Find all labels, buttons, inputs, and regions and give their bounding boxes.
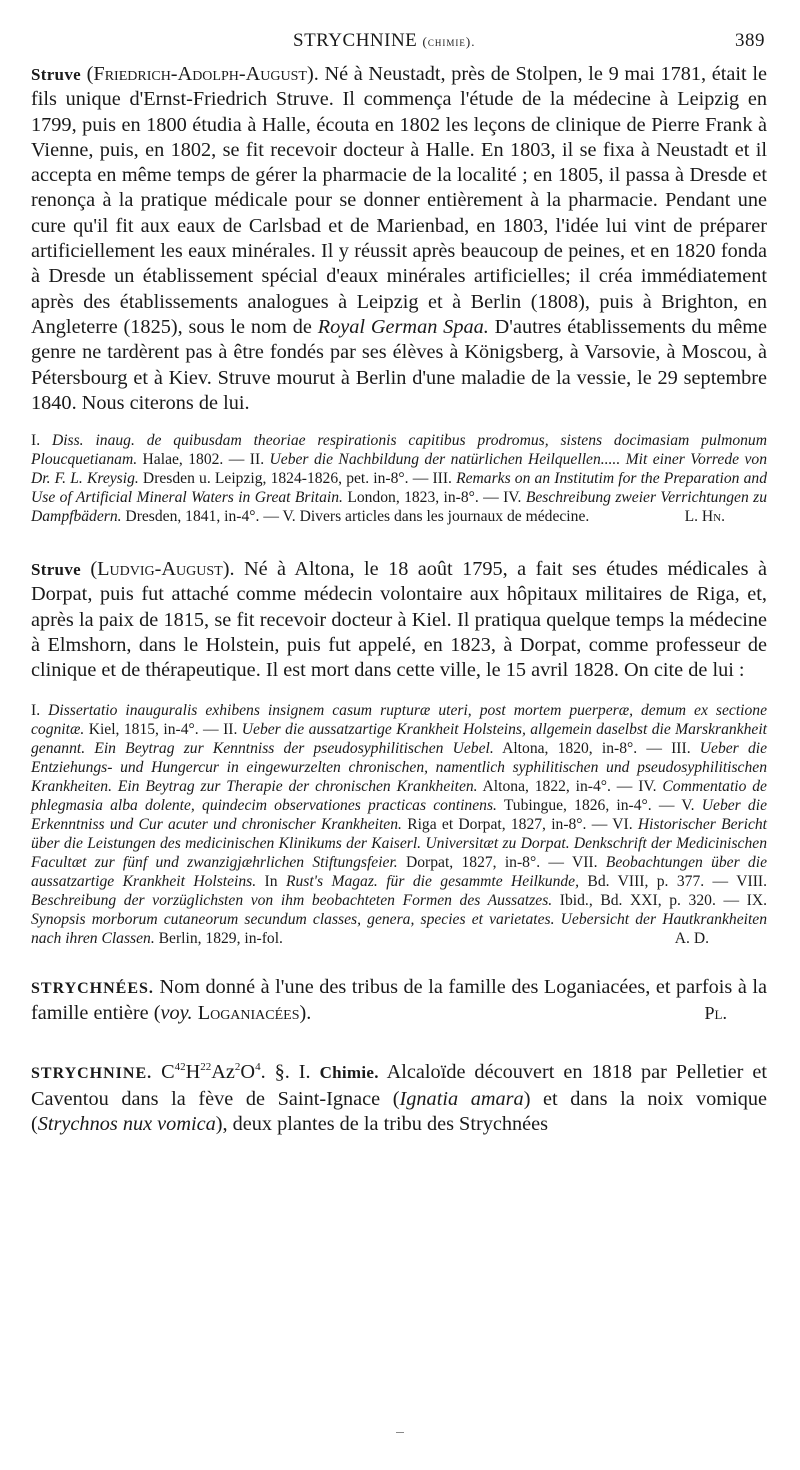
entry-forenames: (Friedrich-Adolph-August). <box>86 63 319 85</box>
entry-text: Né à Altona, le 18 août 1795, a fait ses études médicales à Dorpat, puis fut attaché comme médecin volontaire aux hôpitaux militaires de Riga, et, après la paix de 1815, se fit recevoir docteur à Kiel. Il pratiqua quelque temps la médecine à Elmshorn, dans le Holstein, puis fut appelé, en 1823, à Dorpat, comme professeur de clinique et de thérapeutique. Il est mort dans cette ville, le 15 avril 1828. On cite de lui : <box>31 558 767 682</box>
entry-headword: Struve <box>31 560 81 580</box>
entry-text: ), deux plantes de la tribu des Strychnées <box>215 1112 549 1135</box>
entry-text: Nom donné à l'une des tribus de la famille des Loganiacées, et parfois à la famille entière ( <box>31 975 767 1024</box>
author-signature: L. Hn. <box>684 508 725 526</box>
entry-forenames: (Ludvig-August). <box>90 558 235 581</box>
entry-headword: Struve <box>31 65 81 84</box>
author-signature: Pl. <box>704 1002 727 1023</box>
running-head-title: STRYCHNINE (chimie). <box>293 30 476 51</box>
author-signature: A. D. <box>674 929 709 947</box>
entry-text: Né à Neustadt, près de Stolpen, le 9 mai 1781, était le fils unique d'Ernst-Friedrich Struve. Il commença l'étude de la médecine à Leipzig en 1799, puis en 1800 étudia à Halle, écouta en 1802 les leçons de clinique de Pierre Frank à Vienne, puis, en 1802, se fit recevoir docteur à Halle. En 1803, il se fixa à Neustadt et il accepta en même temps de gérer la pharmacie de la localité ; en 1805, il passa à Dresde et renonça à la pratique médicale pour se donner entièrement à la pharmacie. Pendant une cure qu'il fit aux eaux de Carlsbad et de Marienbad, en 1803, l'idée lui vint de préparer artificiellement les eaux minérales. Il y réussit après beaucoup de peines, et en 1820 fonda à Dresde un établissement spécial d'eaux minérales artificielles; il créa immédiatement après des établissements analogues à Leipzig et à Berlin (1808), puis à Brighton, en Angleterre (1825), sous le nom de <box>31 63 768 338</box>
entry-italic: Ignatia amara <box>399 1087 524 1110</box>
entry-text: D'autres établissements du même genre ne tardèrent pas à être fondés par ses élèves à Königsberg, à Varsovie, à Moscou, à Pétersbourg et à Kiev. Struve mourut à Berlin d'une maladie de la vessie, le 29 septembre 1840. Nous citerons de lui. <box>31 315 767 414</box>
bibliography-struve-ludvig-august: I. Dissertatio inauguralis exhibens insignem casum rupturæ uteri, post mortem puerperæ, demum ex sectione cognitæ. Kiel, 1815, in-4°. — II. Ueber die aussatzartige Krankheit Holsteins, allgemein daselbst die Marskrankheit genannt. Ein Beytrag zur Kenntniss der pseudosyphilitischen Uebel. Altona, 1820, in-8°. — III. Ueber die Entziehungs- und Hungercur in eingewurzelten chronischen, namentlich syphilitischen und pseudosyphilitischen Krankheiten. Ein Beytrag zur Therapie der chronischen Krankheiten. Altona, 1822, in-4°. — IV. Commentatio de phlegmasia alba dolente, quindecim observationes practicas continens. Tubingue, 1826, in-4°. — V. Ueber die Erkenntniss und Cur acuter und chronischer Krankheiten. Riga et Dorpat, 1827, in-8°. — VI. Historischer Bericht über die Leistungen des medicinischen Klinikums der Kaiserl. Universitæt zu Dorpat. Denkschrift der Medicinischen Facultæt zur fünf und zwanzigjæhrlichen Stiftungsfeier. Dorpat, 1827, in-8°. — VII. Beobachtungen über die aussatzartige Krankheit Holsteins. In Rust's Magaz. für die gesammte Heilkunde, Bd. VIII, p. 377. — VIII. Beschreibung der vorzüglichsten von ihm beobachteten Formen des Aussatzes. Ibid., Bd. XXI, p. 320. — IX. Synopsis morborum cutaneorum secundum classes, genera, species et varietates. Uebersicht der Hautkrankheiten nach ihren Classen. Berlin, 1829, in-fol. A. D. <box>31 701 767 947</box>
page-number: 389 <box>735 30 765 51</box>
cross-reference: Loganiacées <box>192 1001 300 1024</box>
section-heading: Chimie. <box>319 1063 379 1083</box>
entry-strychnine: STRYCHNINE. $C^{42}H^{22}Az^2O^4$. §. I. Chimie. Alcaloïde découvert en 1818 par Pelletier et Caventou dans la fève de Saint-Ignace (Ignatia amara) et dans la noix vomique (Strychnos nux vomica), deux plantes de la tribu des Strychnées <box>31 1061 767 1135</box>
entry-italic: voy. <box>160 1001 193 1024</box>
entry-struve-friedrich-adolph <box>31 62 767 416</box>
running-head <box>31 30 767 54</box>
entry-headword: STRYCHNÉES. <box>31 979 154 997</box>
page <box>31 30 767 1137</box>
page-mark <box>396 1432 404 1433</box>
entry-italic: Royal German Spaa. <box>317 315 489 338</box>
entry-strychnees <box>31 975 767 1027</box>
entry-italic: Strychnos nux vomica <box>37 1112 216 1135</box>
chemical-formula: $C^{42}H^{22}Az^2O^4$ <box>152 1061 261 1084</box>
entry-struve-ludvig-august <box>31 557 767 683</box>
entry-headword: STRYCHNINE. <box>31 1065 153 1083</box>
entry-text: ). <box>299 1001 312 1024</box>
bibliography-struve-friedrich-adolph: I. Diss. inaug. de quibusdam theoriae respirationis capitibus prodromus, sistens docimasiam pulmonum Ploucquetianam. Halae, 1802. — II. Ueber die Nachbildung der natürlichen Heilquellen..... Mit einer Vorrede von Dr. F. L. Kreysig. Dresden u. Leipzig, 1824-1826, pet. in-8°. — III. Remarks on an Institutim for the Preparation and Use of Artificial Mineral Waters in Great Britain. London, 1823, in-8°. — IV. Beschreibung zweier Verrichtungen zu Dampfbädern. Dresden, 1841, in-4°. — V. Divers articles dans les journaux de médecine. L. Hn. <box>31 432 767 526</box>
entry-text: ) et dans la noix vomique ( <box>31 1087 767 1135</box>
entry-text: Alcaloïde découvert en 1818 par Pelletier et Caventou dans la fève de Saint-Ignace ( <box>31 1061 767 1110</box>
